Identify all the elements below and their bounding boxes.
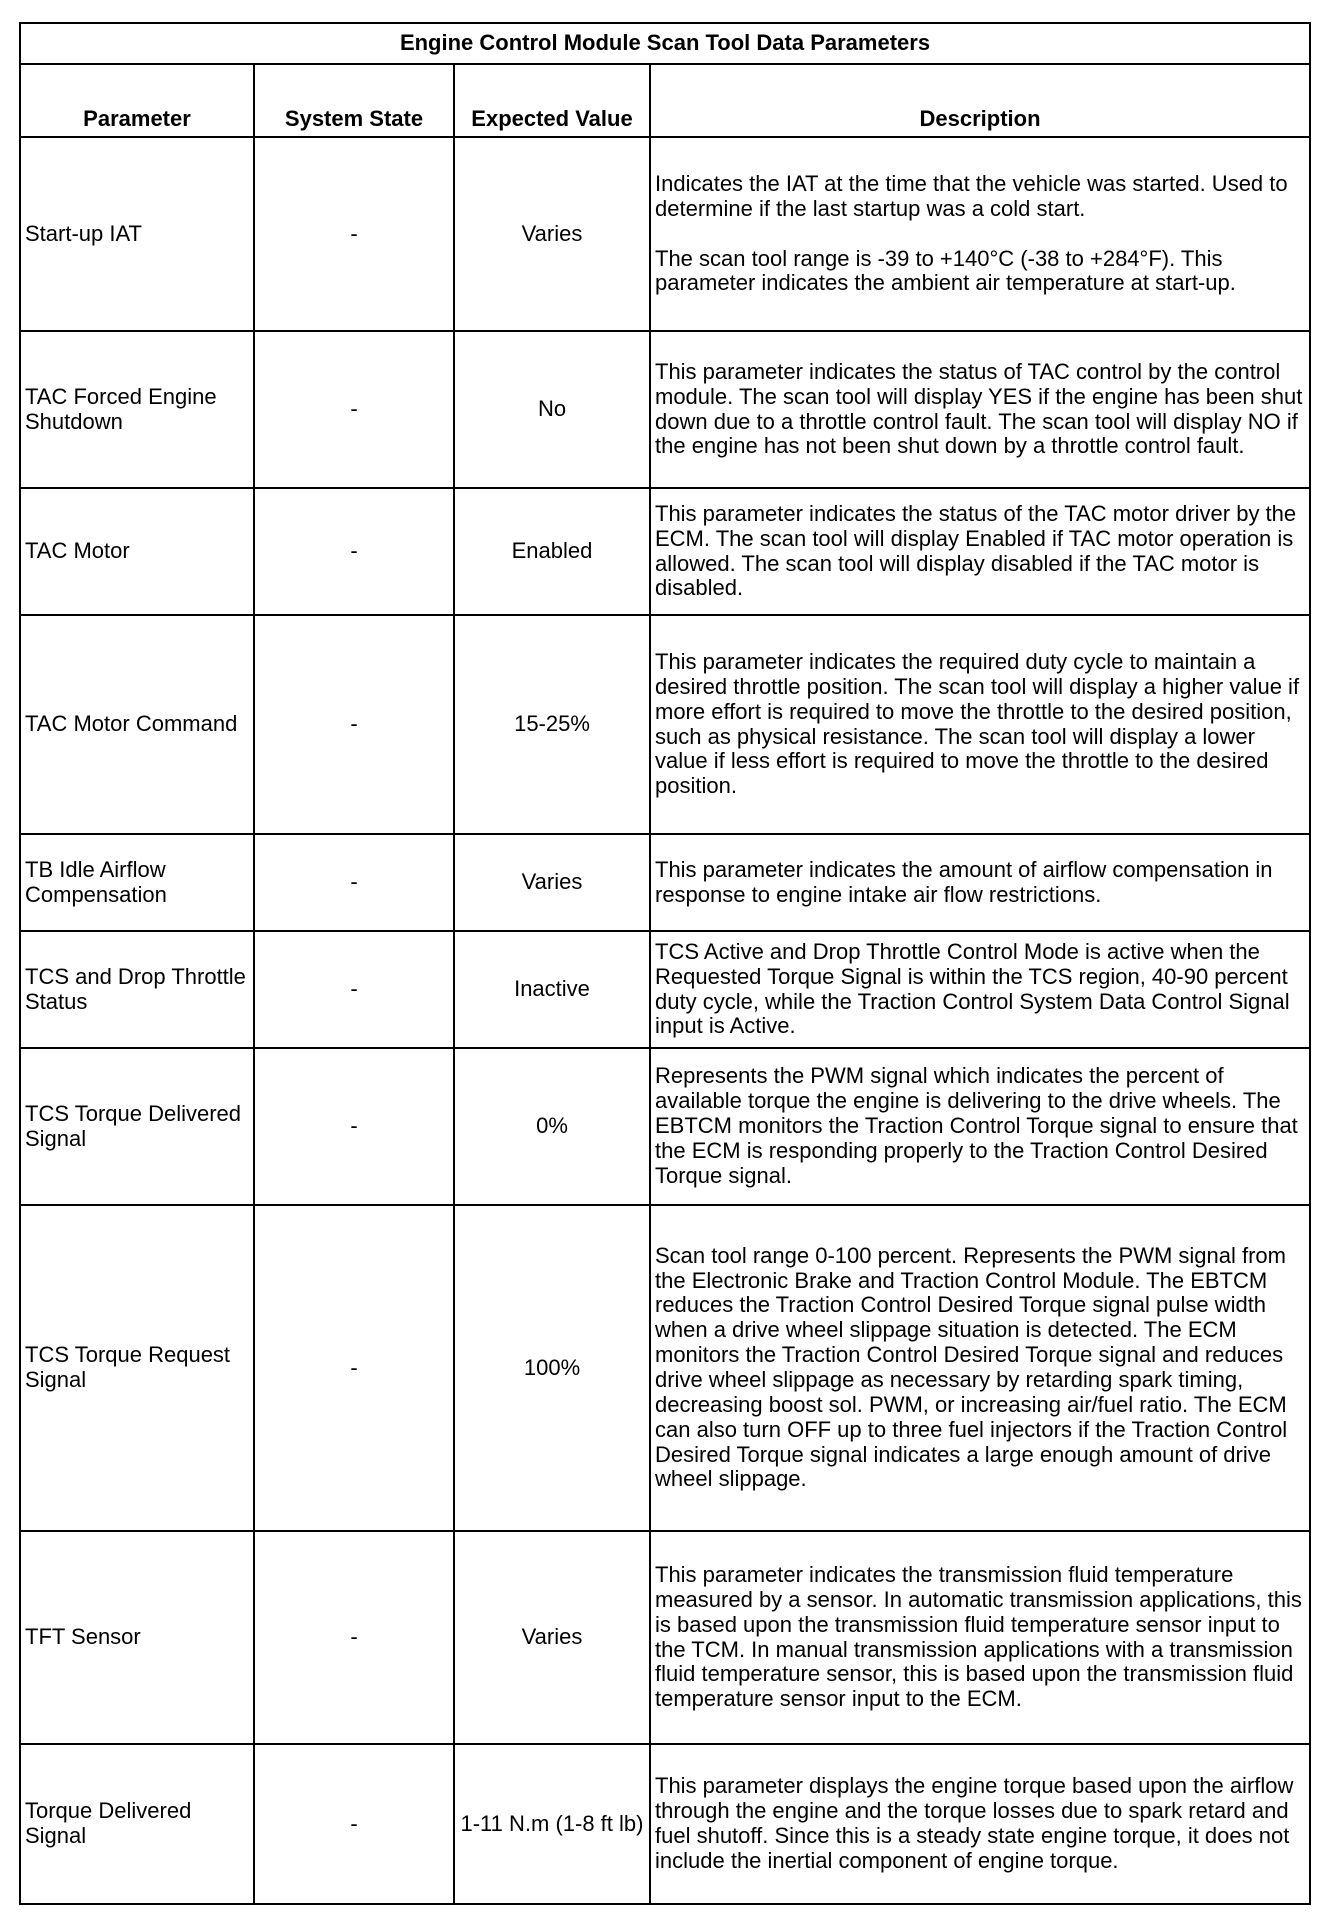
expected-value-cell: Enabled xyxy=(454,488,650,615)
parameter-cell: Start-up IAT xyxy=(20,137,254,331)
system-state-cell: - xyxy=(254,615,454,834)
parameter-cell: TAC Motor Command xyxy=(20,615,254,834)
description-cell xyxy=(650,615,1310,834)
parameter-cell: TAC Motor xyxy=(20,488,254,615)
parameter-cell: TCS Torque Request Signal xyxy=(20,1205,254,1531)
table-row xyxy=(20,488,1310,615)
description-cell xyxy=(650,488,1310,615)
system-state-cell: - xyxy=(254,331,454,488)
parameter-cell: TAC Forced Engine Shutdown xyxy=(20,331,254,488)
header-row xyxy=(20,64,1310,137)
parameter-cell: TFT Sensor xyxy=(20,1531,254,1744)
parameter-cell: TCS and Drop Throttle Status xyxy=(20,931,254,1048)
parameter-cell: TCS Torque Delivered Signal xyxy=(20,1048,254,1205)
expected-value-cell: 100% xyxy=(454,1205,650,1531)
description-cell xyxy=(650,1531,1310,1744)
description-paragraph: TCS Active and Drop Throttle Control Mode is active when the Requested Torque Signal is within the TCS region, 40-90 percent duty cycle, while the Traction Control System Data Control Signal input is Active. xyxy=(655,938,1290,1039)
table-row xyxy=(20,1048,1310,1205)
system-state-cell: - xyxy=(254,931,454,1048)
system-state-cell: - xyxy=(254,1205,454,1531)
system-state-cell: - xyxy=(254,137,454,331)
description-paragraph: This parameter indicates the required duty cycle to maintain a desired throttle position. The scan tool will display a higher value if more effort is required to move the throttle to the desired position, such as physical resistance. The scan tool will display a lower value if less effort is required to move the throttle to the desired position. xyxy=(655,648,1300,799)
system-state-cell: - xyxy=(254,1744,454,1904)
table-row xyxy=(20,331,1310,488)
description-cell xyxy=(650,1205,1310,1531)
expected-value-cell: Varies xyxy=(454,1531,650,1744)
header-parameter: Parameter xyxy=(20,64,254,137)
expected-value-cell: 1-11 N.m (1-8 ft lb) xyxy=(454,1744,650,1904)
description-paragraph: The scan tool range is -39 to +140°C (-38 to +284°F). This parameter indicates the ambient air temperature at start-up. xyxy=(655,245,1236,296)
header-description: Description xyxy=(650,64,1310,137)
description-paragraph: Indicates the IAT at the time that the vehicle was started. Used to determine if the last startup was a cold start. xyxy=(655,170,1288,221)
expected-value-cell: 15-25% xyxy=(454,615,650,834)
scan-data-table xyxy=(19,22,1311,1905)
description-paragraph: This parameter indicates the status of TAC control by the control module. The scan tool will display YES if the engine has been shut down due to a throttle control fault. The scan tool will display NO if the engine has not been shut down by a throttle control fault. xyxy=(655,358,1303,459)
description-cell xyxy=(650,137,1310,331)
description-paragraph: This parameter indicates the transmission fluid temperature measured by a sensor. In automatic transmission applications, this is based upon the transmission fluid temperature sensor input to the TCM. In manual transmission applications with a transmission fluid temperature sensor, this is based upon the transmission fluid temperature sensor input to the ECM. xyxy=(655,1561,1302,1712)
description-paragraph: Represents the PWM signal which indicates the percent of available torque the engine is delivering to the drive wheels. The EBTCM monitors the Traction Control Torque signal to ensure that the ECM is responding properly to the Traction Control Desired Torque signal. xyxy=(655,1063,1298,1188)
table-row xyxy=(20,1205,1310,1531)
table-body xyxy=(20,137,1310,1904)
expected-value-cell: Varies xyxy=(454,137,650,331)
table-row xyxy=(20,1744,1310,1904)
title-row xyxy=(20,23,1310,64)
description-paragraph: This parameter displays the engine torque based upon the airflow through the engine and the torque losses due to spark retard and fuel shutoff. Since this is a steady state engine torque, it does not include the inertial component of engine torque. xyxy=(655,1773,1294,1873)
table-row xyxy=(20,1531,1310,1744)
table-row xyxy=(20,137,1310,331)
description-paragraph: This parameter indicates the amount of airflow compensation in response to engine intake air flow restrictions. xyxy=(655,856,1273,907)
system-state-cell: - xyxy=(254,488,454,615)
table-row xyxy=(20,615,1310,834)
table-row xyxy=(20,834,1310,931)
system-state-cell: - xyxy=(254,1048,454,1205)
expected-value-cell: No xyxy=(454,331,650,488)
system-state-cell: - xyxy=(254,834,454,931)
table-row xyxy=(20,931,1310,1048)
parameter-cell: Torque Delivered Signal xyxy=(20,1744,254,1904)
description-paragraph: This parameter indicates the status of the TAC motor driver by the ECM. The scan tool will display Enabled if TAC motor operation is allowed. The scan tool will display disabled if the TAC motor is disabled. xyxy=(655,500,1297,601)
header-system-state: System State xyxy=(254,64,454,137)
description-cell xyxy=(650,1744,1310,1904)
expected-value-cell: 0% xyxy=(454,1048,650,1205)
parameter-cell: TB Idle Airflow Compensation xyxy=(20,834,254,931)
description-cell xyxy=(650,931,1310,1048)
table-title: Engine Control Module Scan Tool Data Parameters xyxy=(20,23,1310,64)
description-cell xyxy=(650,1048,1310,1205)
expected-value-cell: Varies xyxy=(454,834,650,931)
description-cell xyxy=(650,834,1310,931)
expected-value-cell: Inactive xyxy=(454,931,650,1048)
description-paragraph: Scan tool range 0-100 percent. Represents the PWM signal from the Electronic Brake and Traction Control Module. The EBTCM reduces the Traction Control Desired Torque signal pulse width when a drive wheel slippage situation is detected. The ECM monitors the Traction Control Desired Torque signal and reduces drive wheel slippage as necessary by retarding spark timing, decreasing boost sol. PWM, or increasing air/fuel ratio. The ECM can also turn OFF up to three fuel injectors if the Traction Control Desired Torque signal indicates a large enough amount of drive wheel slippage. xyxy=(655,1242,1288,1492)
header-expected-value: Expected Value xyxy=(454,64,650,137)
system-state-cell: - xyxy=(254,1531,454,1744)
description-cell xyxy=(650,331,1310,488)
